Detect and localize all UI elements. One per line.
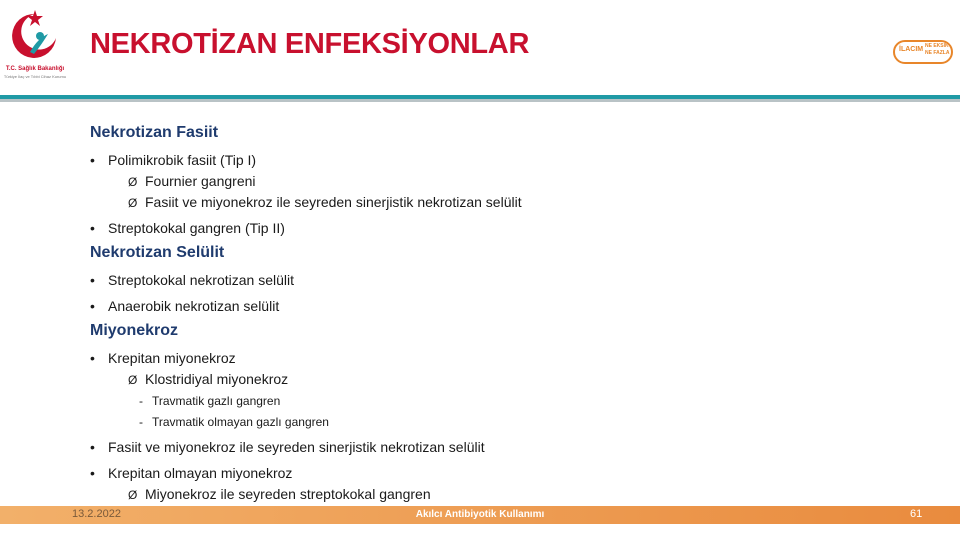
list-item [90, 298, 279, 314]
bullet-marker: • [90, 272, 95, 288]
bullet-marker: • [90, 465, 95, 481]
sub-bullet-text: Miyonekroz ile seyreden streptokokal gangren [145, 486, 431, 502]
bullet-text: Anaerobik nekrotizan selülit [108, 298, 280, 314]
list-item [90, 350, 236, 366]
list-item [128, 173, 256, 189]
ministry-name: T.C. Sağlık Bakanlığı [5, 66, 65, 72]
slide-footer [0, 506, 960, 524]
dash-marker: - [139, 394, 143, 408]
sub-bullet-text: Klostridiyal miyonekroz [145, 371, 289, 387]
bullet-marker: • [90, 298, 95, 314]
list-item [139, 394, 280, 408]
section-heading-fasiit: Nekrotizan Fasiit [90, 124, 219, 141]
list-item [139, 415, 329, 429]
dash-marker: - [139, 415, 143, 429]
bullet-text: Krepitan miyonekroz [108, 350, 236, 366]
bullet-marker: • [90, 220, 95, 236]
sub-bullet-text: Fournier gangreni [145, 173, 256, 189]
arrow-bullet-icon: Ø [128, 488, 138, 502]
arrow-bullet-icon: Ø [128, 175, 138, 189]
bullet-text: Fasiit ve miyonekroz ile seyreden sinerjistik nekrotizan selülit [108, 439, 485, 455]
bullet-marker: • [90, 439, 95, 455]
logo-left-text: İLACIM [899, 46, 924, 53]
ministry-subtitle: Türkiye İlaç ve Tıbbi Cihaz Kurumu [3, 74, 67, 79]
page-number: 61 [910, 508, 923, 520]
bullet-text: Krepitan olmayan miyonekroz [108, 465, 293, 481]
section-heading-selulit: Nekrotizan Selülit [90, 244, 225, 261]
page-title: NEKROTİZAN ENFEKSİYONLAR [90, 28, 530, 60]
footer-title: Akılcı Antibiyotik Kullanımı [415, 509, 545, 520]
dash-text: Travmatik olmayan gazlı gangren [152, 415, 329, 429]
list-item [90, 220, 285, 236]
sub-bullet-text: Fasiit ve miyonekroz ile seyreden sinerjistik nekrotizan selülit [145, 194, 522, 210]
list-item [90, 272, 294, 288]
list-item [128, 194, 522, 210]
bullet-text: Streptokokal gangren (Tip II) [108, 220, 285, 236]
section-heading-miyonekroz: Miyonekroz [90, 322, 179, 339]
list-item [90, 439, 485, 455]
list-item [128, 371, 288, 387]
arrow-bullet-icon: Ø [128, 196, 138, 210]
bullet-marker: • [90, 152, 95, 168]
list-item [90, 152, 256, 168]
logo-right-line2: NE FAZLA [925, 50, 950, 56]
dash-text: Travmatik gazlı gangren [152, 394, 281, 408]
list-item [90, 465, 292, 481]
arrow-bullet-icon: Ø [128, 373, 138, 387]
logo-right-line1: NE EKSİK [925, 43, 949, 49]
bullet-text: Streptokokal nekrotizan selülit [108, 272, 294, 288]
bullet-marker: • [90, 350, 95, 366]
footer-date: 13.2.2022 [72, 508, 121, 520]
list-item [128, 486, 431, 502]
bullet-text: Polimikrobik fasiit (Tip I) [108, 152, 257, 168]
